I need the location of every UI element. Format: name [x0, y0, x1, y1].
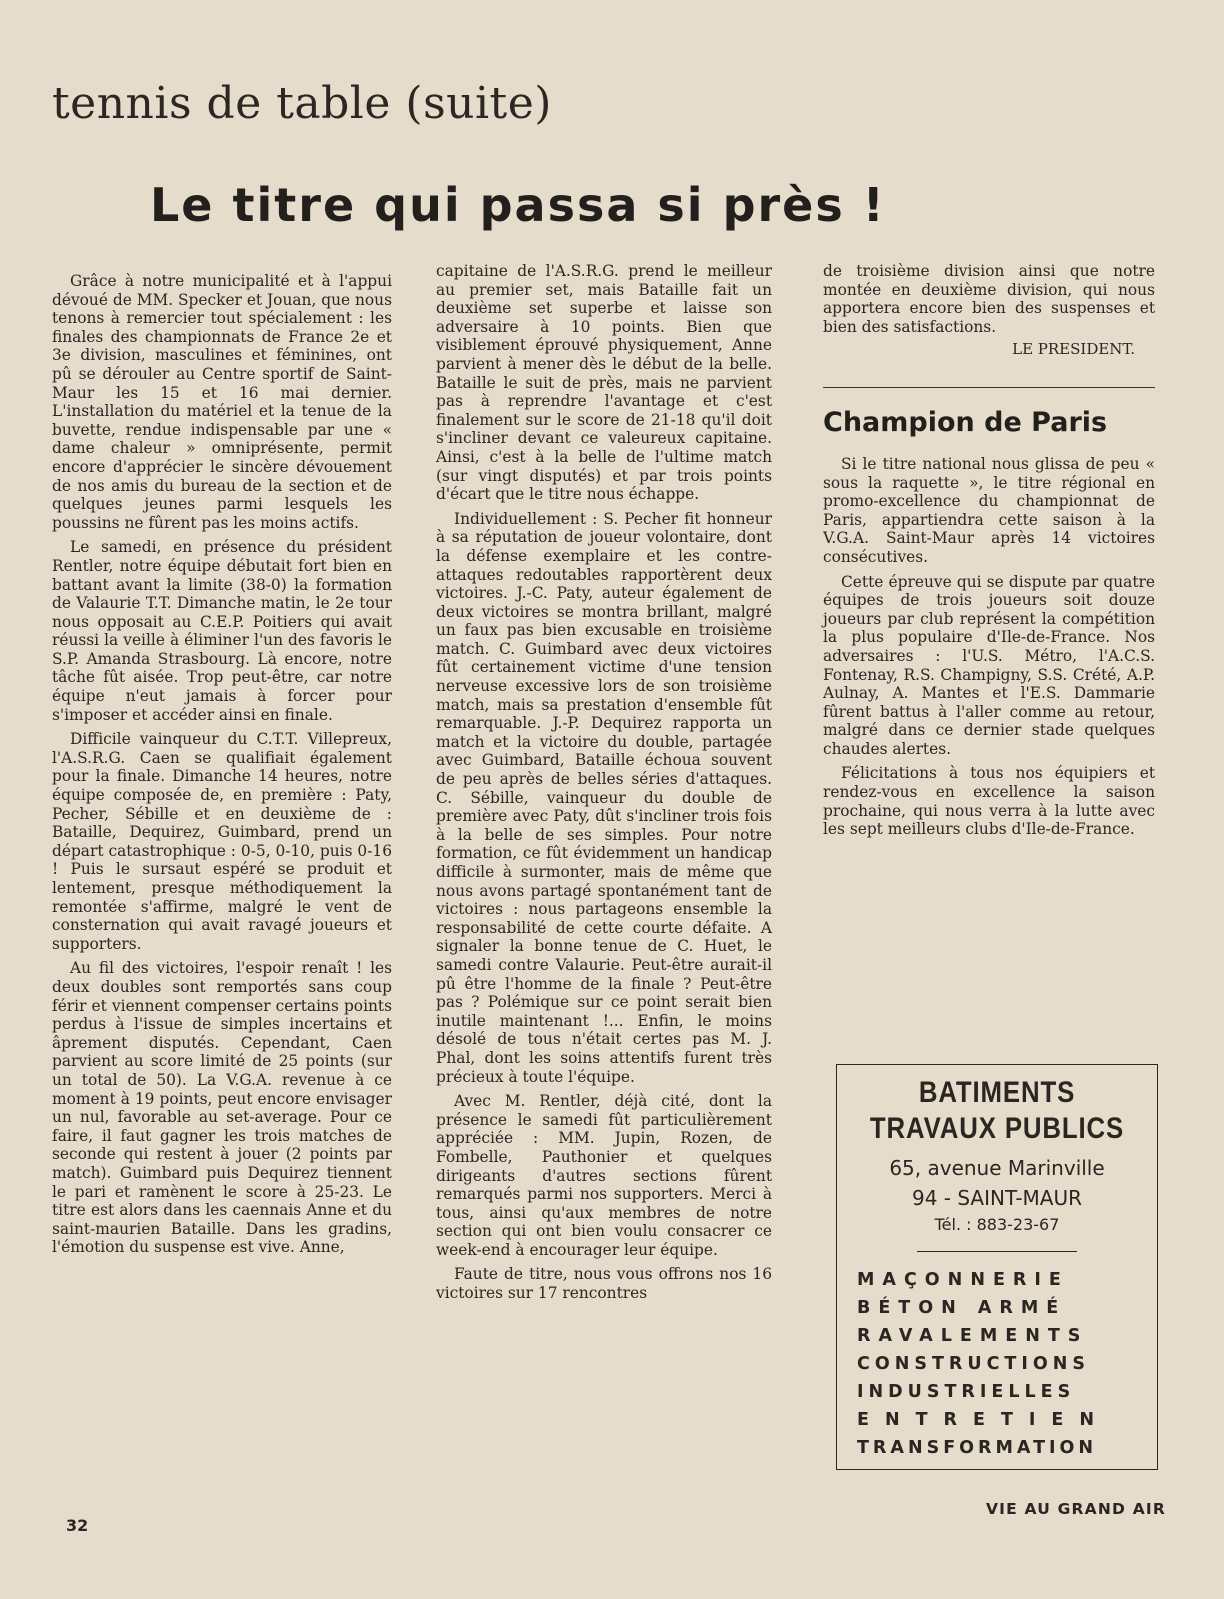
ad-address: 65, avenue Marinville [889, 1156, 1105, 1180]
ad-phone: Tél. : 883-23-67 [934, 1215, 1060, 1234]
signature: LE PRESIDENT. [1012, 340, 1135, 359]
ad-title-line-1: BATIMENTS [918, 1076, 1076, 1109]
ad-divider [917, 1251, 1077, 1252]
advertisement [836, 1064, 1158, 1470]
paragraph: Avec M. Rentler, déjà cité, dont la présence le samedi fût particulièrement appréciée : MM. Jupin, Rozen, de Fombelle, Pauthonier et quelques dirigeants d'autres sections fûrent remarqués parmi nos supporters. Merci à tous, ainsi qu'aux membres de notre section qui ont bien voulu consacrer ce week-end à encourager leur équipe. [436, 1092, 772, 1259]
article-column-1 [52, 272, 392, 1257]
paragraph: Cette épreuve qui se dispute par quatre équipes de trois joueurs soit douze joueurs par club représent la compétition la plus populaire d'Ile-de-France. Nos adversaires : l'U.S. Métro, l'A.C.S. Fontenay, R.S. Champigny, S.S. Crété, A.P. Aulnay, A. Mantes et l'E.S. Dammarie fûrent battus à l'aller comme au retour, malgré dans ce dernier stade quelques chaudes alertes. [823, 572, 1155, 758]
article-column-2 [436, 262, 772, 1303]
subhead: Champion de Paris [823, 406, 1108, 438]
headline: Le titre qui passa si près ! [150, 178, 886, 232]
ad-service: BÉTON ARMÉ [857, 1298, 1067, 1318]
ad-city: 94 - SAINT-MAUR [911, 1186, 1083, 1210]
ad-service: INDUSTRIELLES [857, 1382, 1076, 1402]
ad-service: RAVALEMENTS [857, 1326, 1089, 1346]
paragraph: capitaine de l'A.S.R.G. prend le meilleur au premier set, mais Bataille fait un deuxième set superbe et laisse son adversaire à 10 points. Bien que visiblement éprouvé physiquement, Anne parvient à mener dès le début de la belle. Bataille le suit de près, mais ne parvient pas à reprendre l'avantage et c'est finalement sur le score de 21-18 qu'il doit s'incliner devant ce valeureux capitaine. Ainsi, c'est à la belle de l'ultime match (sur vingt disputés) et par trois points d'écart que le titre nous échappe. [436, 262, 772, 504]
paragraph: Grâce à notre municipalité et à l'appui dévoué de MM. Specker et Jouan, que nous tenons à remercier tout spécialement : les finales des championnats de France 2e et 3e division, masculines et féminines, ont pû se dérouler au Centre sportif de Saint-Maur les 15 et 16 mai dernier. L'installation du matériel et la tenue de la buvette, rendue indispensable par une « dame chaleur » omniprésente, permit encore d'apprécier le sincère dévouement de nos amis du bureau de la section et de quelques jeunes parmi lesquels les poussins ne fûrent pas les moins actifs. [52, 272, 392, 532]
ad-service: MAÇONNERIE [857, 1270, 1069, 1290]
paragraph: Difficile vainqueur du C.T.T. Villepreux, l'A.S.R.G. Caen se qualifiait également pour la finale. Dimanche 14 heures, notre équipe composée de, en première : Paty, Pecher, Sébille et en deuxième de : Bataille, Dequirez, Guimbard, prend un départ catastrophique : 0-5, 0-10, puis 0-16 ! Puis le sursaut espéré se produit et lentement, presque méthodiquement la remontée s'affirme, malgré le vent de consternation qui avait ravagé joueurs et supporters. [52, 730, 392, 953]
paragraph: Faute de titre, nous vous offrons nos 16 victoires sur 17 rencontres [436, 1265, 772, 1303]
paragraph: Au fil des victoires, l'espoir renaît ! les deux doubles sont remportés sans coup férir et viennent compenser certains points perdus à l'issue de simples incertains et âprement disputés. Cependant, Caen parvient au score limité de 25 points (sur un total de 50). La V.G.A. revenue à ce moment à 19 points, peut encore envisager un nul, favorable au set-average. Pour ce faire, il faut gagner les trois matches de seconde qui restent à jouer (2 points par match). Guimbard puis Dequirez tiennent le pari et ramènent le score à 25-23. Le titre est alors dans les caennais Anne et du saint-maurien Bataille. Dans les gradins, l'émotion du suspense est vive. Anne, [52, 959, 392, 1257]
paragraph: Félicitations à tous nos équipiers et rendez-vous en excellence la saison prochaine, qui nous verra à la lutte avec les sept meilleurs clubs d'Ile-de-France. [823, 764, 1155, 839]
ad-service: ENTRETIEN [857, 1410, 1111, 1430]
page-number: 32 [66, 1516, 89, 1535]
ad-service: TRANSFORMATION [857, 1438, 1098, 1458]
paragraph: Individuellement : S. Pecher fit honneur à sa réputation de joueur volontaire, dont la défense exemplaire et les contre-attaques redoutables rapportèrent deux victoires. J.-C. Paty, auteur également de deux victoires se montra brillant, malgré un faux pas bien excusable en troisième match. C. Guimbard avec deux victoires fût certainement victime d'une tension nerveuse excessive lors de son troisième match, mais sa prestation d'ensemble fût remarquable. J.-P. Dequirez rapporta un match et la victoire du double, partagée avec Guimbard, Bataille échoua souvent de peu après de belles séries d'attaques. C. Sébille, vainqueur du double de première avec Paty, dût s'incliner trois fois à la belle de ses simples. Pour notre formation, ce fût évidemment un handicap difficile à surmonter, mais de même que nous avons partagé spontanément tant de victoires : nous partageons ensemble la responsabilité de cette courte défaite. A signaler la bonne tenue de C. Huet, le samedi contre Valaurie. Peut-être aurait-il pû être l'homme de la finale ? Peut-être pas ? Polémique sur ce point serait bien inutile maintenant !... Enfin, le moins désolé de tous n'était certes pas M. J. Phal, dont les soins attentifs furent très précieux à toute l'équipe. [436, 509, 772, 1086]
article-column-3 [823, 262, 1155, 839]
divider [823, 387, 1155, 388]
section-title: tennis de table (suite) [52, 78, 552, 129]
magazine-name: VIE AU GRAND AIR [985, 1500, 1166, 1518]
ad-title-line-2: TRAVAUX PUBLICS [869, 1112, 1125, 1145]
ad-service: CONSTRUCTIONS [857, 1354, 1091, 1374]
paragraph: Si le titre national nous glissa de peu « sous la raquette », le titre régional en promo-excellence du championnat de Paris, appartiendra cette saison à la V.G.A. Saint-Maur après 14 victoires consécutives. [823, 454, 1155, 566]
paragraph: Le samedi, en présence du président Rentler, notre équipe débutait fort bien en battant avant la limite (38-0) la formation de Valaurie T.T. Dimanche matin, le 2e tour nous opposait au C.E.P. Poitiers qui avait réussi la veille à éliminer l'un des favoris le S.P. Amanda Strasbourg. Là encore, notre tâche fût aisée. Trop peut-être, car notre équipe n'eut jamais à forcer pour s'imposer et accéder ainsi en finale. [52, 538, 392, 724]
paragraph: de troisième division ainsi que notre montée en deuxième division, qui nous apportera encore bien des suspenses et bien des satisfactions. [823, 262, 1155, 336]
